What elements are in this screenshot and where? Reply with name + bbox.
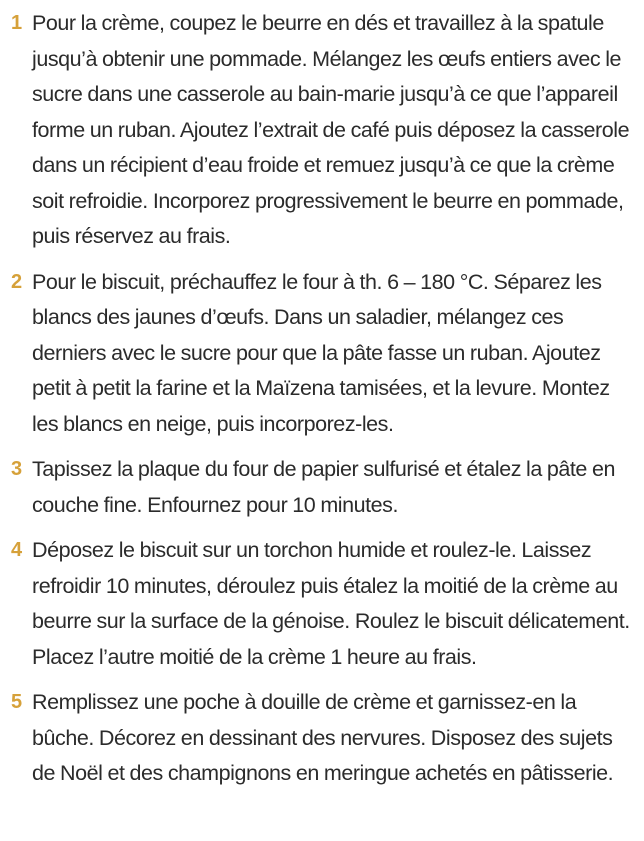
recipe-steps-list [10,6,636,802]
step-text: Déposez le biscuit sur un torchon humide et roulez-le. Laissez refroidir 10 minutes, déroulez puis étalez la moitié de la crème au beurre sur la surface de la génoise. Roulez le biscuit délicatement. Placez l’autre moitié de la crème 1 heure au frais. [32,538,630,669]
recipe-step-2 [10,265,636,443]
step-text: Pour le biscuit, préchauffez le four à th. 6 – 180 °C. Séparez les blancs des jaunes d’œufs. Dans un saladier, mélangez ces derniers avec le sucre pour que la pâte fasse un ruban. Ajoutez petit à petit la farine et la Maïzena tamisées, et la levure. Montez les blancs en neige, puis incorporez-les. [32,269,610,436]
recipe-step-4 [10,533,636,675]
step-number: 4 [11,539,22,561]
step-number: 3 [11,458,22,480]
recipe-step-5 [10,685,636,792]
step-text: Remplissez une poche à douille de crème et garnissez-en la bûche. Décorez en dessinant des nervures. Disposez des sujets de Noël et des champignons en meringue achetés en pâtisserie. [32,690,614,785]
step-number: 2 [11,270,22,293]
step-text: Tapissez la plaque du four de papier sulfurisé et étalez la pâte en couche fine. Enfournez pour 10 minutes. [32,457,615,517]
step-text: Pour la crème, coupez le beurre en dés et travaillez à la spatule jusqu’à obtenir une pommade. Mélangez les œufs entiers avec le sucre dans une casserole au bain-marie jusqu’à ce que l’appareil forme un ruban. Ajoutez l’extrait de café puis déposez la casserole dans un récipient d’eau froide et remuez jusqu’à ce que la crème soit refroidie. Incorporez progressivement le beurre en pommade, puis réservez au frais. [32,11,630,248]
recipe-step-1 [10,6,636,255]
step-number: 1 [11,12,22,34]
recipe-step-3 [10,452,636,523]
step-number: 5 [11,691,22,713]
